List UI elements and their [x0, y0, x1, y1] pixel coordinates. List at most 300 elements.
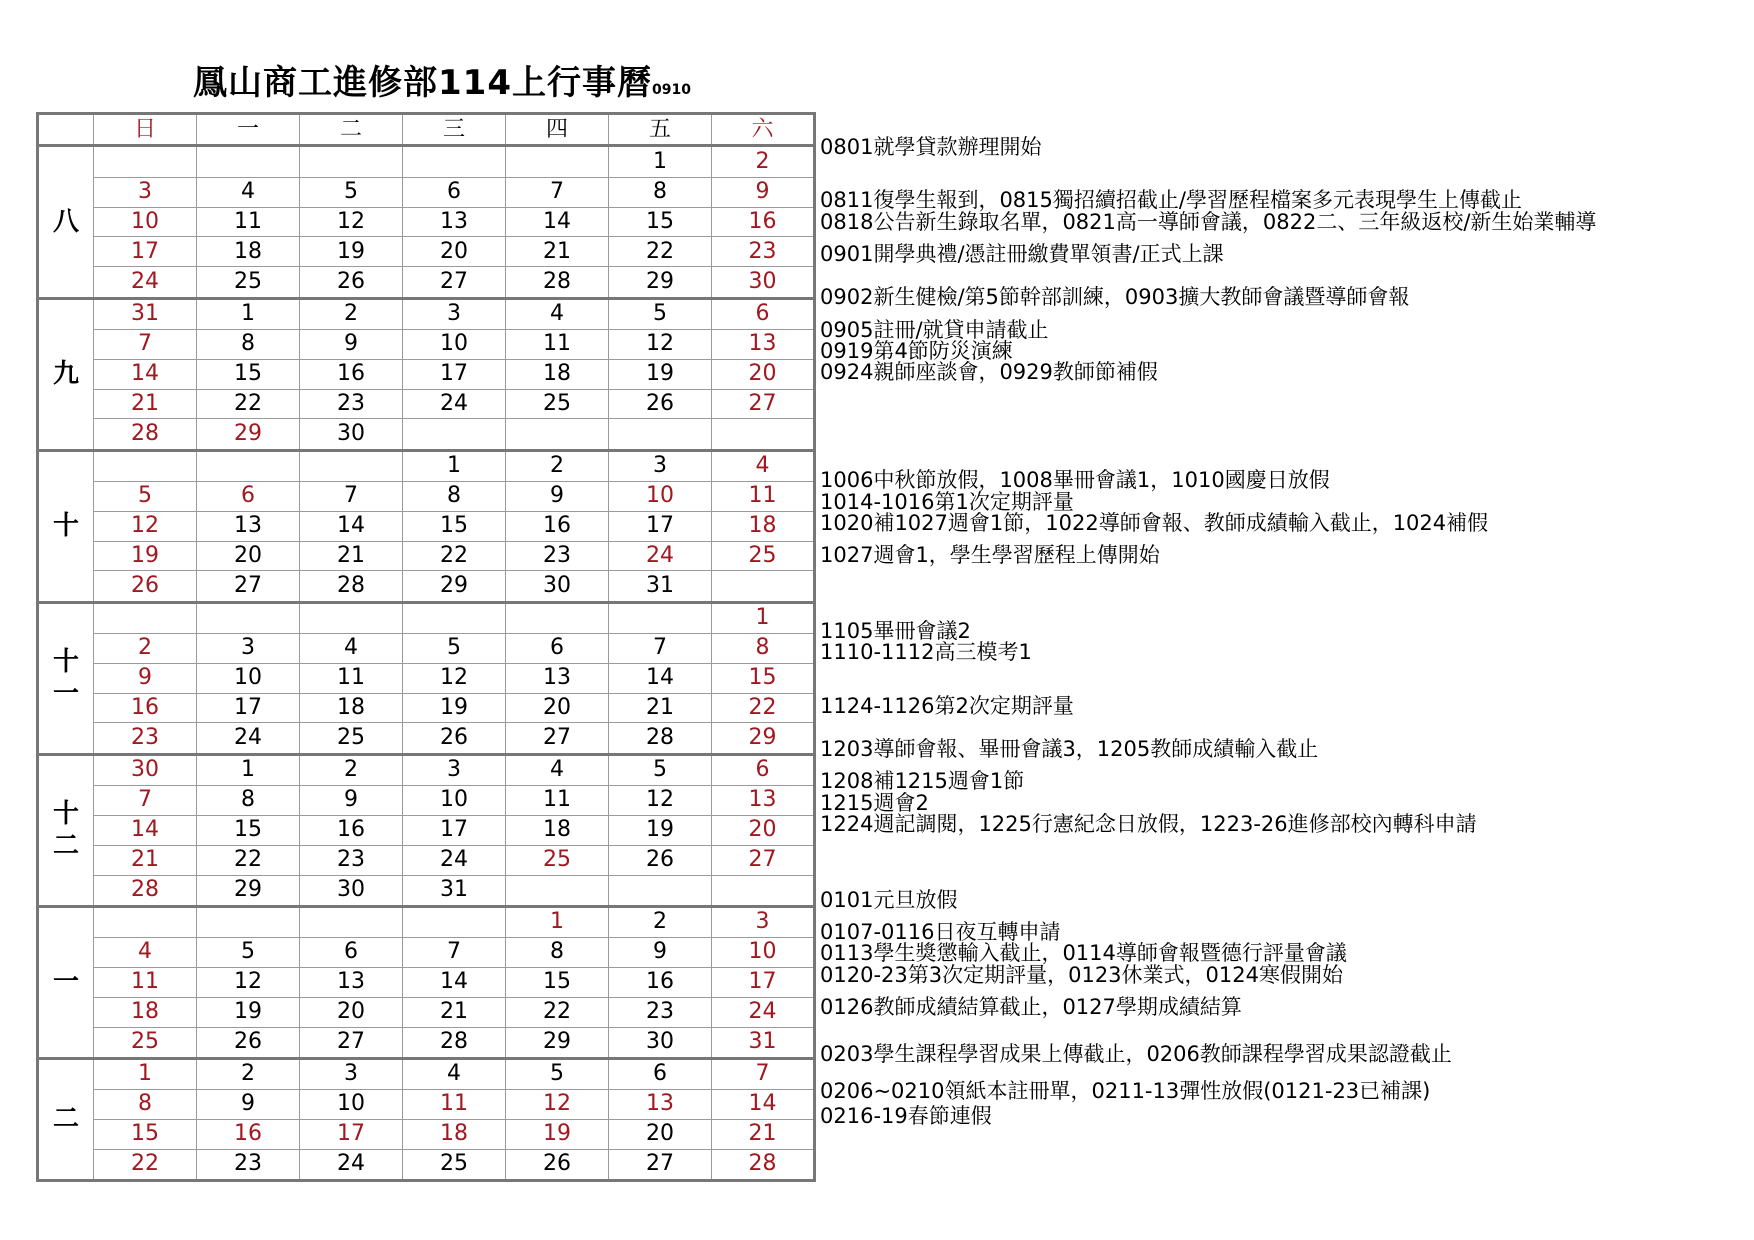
day-cell: 13: [506, 663, 609, 693]
day-cell: 20: [609, 1119, 712, 1149]
day-cell: [300, 602, 403, 633]
day-cell: [94, 146, 197, 177]
day-cell: 16: [197, 1119, 300, 1149]
day-cell: 9: [300, 785, 403, 815]
day-cell: 22: [712, 693, 815, 723]
day-cell: 24: [197, 723, 300, 754]
day-cell: 9: [300, 329, 403, 359]
day-cell: 11: [197, 207, 300, 237]
week-row: [38, 450, 815, 481]
week-row: [38, 419, 815, 450]
day-cell: 6: [609, 1058, 712, 1089]
day-cell: 12: [403, 663, 506, 693]
day-cell: 7: [94, 329, 197, 359]
month-label: [38, 450, 94, 602]
day-cell: 4: [94, 937, 197, 967]
day-cell: 26: [197, 1027, 300, 1058]
day-cell: 2: [712, 146, 815, 177]
day-cell: 5: [197, 937, 300, 967]
day-cell: 27: [712, 389, 815, 419]
day-cell: 23: [506, 541, 609, 571]
day-cell: 28: [609, 723, 712, 754]
week-row: [38, 967, 815, 997]
week-row: [38, 1119, 815, 1149]
day-cell: 31: [712, 1027, 815, 1058]
day-cell: 1: [506, 906, 609, 937]
day-cell: [609, 602, 712, 633]
weekday-header: 四: [506, 114, 609, 146]
day-cell: 2: [609, 906, 712, 937]
event-note: 1006中秋節放假，1008畢冊會議1，1010國慶日放假: [820, 468, 1330, 493]
event-note: 1105畢冊會議2: [820, 618, 971, 643]
day-cell: 15: [197, 359, 300, 389]
day-cell: 27: [609, 1149, 712, 1180]
day-cell: 21: [94, 845, 197, 875]
day-cell: 11: [506, 785, 609, 815]
day-cell: 21: [300, 541, 403, 571]
day-cell: 16: [300, 359, 403, 389]
event-note: 0818公告新生錄取名單，0821高一導師會議，0822二、三年級返校/新生始業輔導: [820, 209, 1597, 234]
day-cell: [403, 906, 506, 937]
day-cell: 18: [94, 997, 197, 1027]
day-cell: 18: [300, 693, 403, 723]
day-cell: 15: [506, 967, 609, 997]
day-cell: 27: [197, 571, 300, 602]
day-cell: 4: [506, 754, 609, 785]
day-cell: [506, 419, 609, 450]
day-cell: 18: [712, 511, 815, 541]
week-row: [38, 1058, 815, 1089]
week-row: [38, 1027, 815, 1058]
day-cell: 3: [403, 754, 506, 785]
week-row: [38, 1089, 815, 1119]
day-cell: 26: [609, 389, 712, 419]
week-row: [38, 1149, 815, 1180]
day-cell: 16: [300, 815, 403, 845]
day-cell: 12: [609, 329, 712, 359]
day-cell: [300, 146, 403, 177]
day-cell: 18: [506, 815, 609, 845]
day-cell: 16: [609, 967, 712, 997]
day-cell: 20: [506, 693, 609, 723]
day-cell: [197, 146, 300, 177]
day-cell: 26: [609, 845, 712, 875]
day-cell: 28: [403, 1027, 506, 1058]
day-cell: 29: [712, 723, 815, 754]
page-title: [193, 63, 691, 103]
day-cell: 2: [300, 298, 403, 329]
day-cell: 4: [300, 633, 403, 663]
week-row: [38, 511, 815, 541]
day-cell: 13: [712, 329, 815, 359]
title-text: 鳳山商工進修部114上行事曆: [193, 63, 652, 103]
day-cell: 11: [506, 329, 609, 359]
day-cell: 10: [609, 481, 712, 511]
day-cell: 17: [403, 815, 506, 845]
day-cell: 2: [197, 1058, 300, 1089]
day-cell: 5: [506, 1058, 609, 1089]
day-cell: 3: [197, 633, 300, 663]
day-cell: 1: [609, 146, 712, 177]
day-cell: [300, 906, 403, 937]
event-note: 1027週會1，學生學習歷程上傳開始: [820, 543, 1160, 568]
day-cell: 14: [94, 815, 197, 845]
day-cell: 9: [609, 937, 712, 967]
day-cell: 14: [609, 663, 712, 693]
day-cell: 19: [609, 359, 712, 389]
day-cell: 30: [300, 875, 403, 906]
month-label: [38, 298, 94, 450]
day-cell: 26: [300, 267, 403, 298]
day-cell: 12: [94, 511, 197, 541]
day-cell: 10: [712, 937, 815, 967]
day-cell: 22: [197, 389, 300, 419]
day-cell: 14: [506, 207, 609, 237]
day-cell: 15: [609, 207, 712, 237]
week-row: [38, 389, 815, 419]
day-cell: 28: [712, 1149, 815, 1180]
day-cell: 23: [300, 389, 403, 419]
day-cell: 11: [94, 967, 197, 997]
version-label: 0910: [651, 82, 691, 98]
day-cell: 7: [506, 177, 609, 207]
day-cell: 8: [197, 785, 300, 815]
day-cell: 17: [609, 511, 712, 541]
day-cell: 13: [712, 785, 815, 815]
day-cell: 29: [197, 419, 300, 450]
event-notes: [820, 0, 1750, 1240]
week-row: [38, 329, 815, 359]
day-cell: 7: [403, 937, 506, 967]
day-cell: 4: [403, 1058, 506, 1089]
day-cell: 19: [300, 237, 403, 267]
day-cell: [94, 602, 197, 633]
day-cell: 20: [712, 815, 815, 845]
day-cell: 5: [609, 298, 712, 329]
event-note: 1020補1027週會1節，1022導師會報、教師成績輸入截止，1024補假: [820, 511, 1489, 536]
calendar-grid: [36, 112, 816, 1182]
day-cell: 6: [197, 481, 300, 511]
day-cell: 4: [506, 298, 609, 329]
week-row: [38, 785, 815, 815]
weekday-header: 二: [300, 114, 403, 146]
day-cell: 20: [712, 359, 815, 389]
day-cell: 29: [609, 267, 712, 298]
day-cell: 12: [197, 967, 300, 997]
day-cell: 28: [94, 875, 197, 906]
day-cell: 22: [403, 541, 506, 571]
day-cell: 24: [712, 997, 815, 1027]
month-label-text: 八: [52, 206, 79, 237]
day-cell: 9: [197, 1089, 300, 1119]
month-label-text: 二: [52, 1104, 79, 1135]
day-cell: 8: [712, 633, 815, 663]
day-cell: 30: [506, 571, 609, 602]
day-cell: 17: [94, 237, 197, 267]
day-cell: 2: [506, 450, 609, 481]
day-cell: 9: [94, 663, 197, 693]
month-label-text: 十: [52, 510, 79, 541]
day-cell: 25: [403, 1149, 506, 1180]
day-cell: 23: [94, 723, 197, 754]
day-cell: [506, 146, 609, 177]
day-cell: 7: [712, 1058, 815, 1089]
week-row: [38, 207, 815, 237]
week-row: [38, 146, 815, 177]
day-cell: 18: [403, 1119, 506, 1149]
day-cell: 29: [506, 1027, 609, 1058]
day-cell: 23: [197, 1149, 300, 1180]
week-row: [38, 298, 815, 329]
day-cell: 21: [506, 237, 609, 267]
day-cell: 20: [300, 997, 403, 1027]
day-cell: 27: [506, 723, 609, 754]
week-row: [38, 177, 815, 207]
day-cell: 30: [712, 267, 815, 298]
day-cell: 19: [506, 1119, 609, 1149]
day-cell: 25: [712, 541, 815, 571]
day-cell: 10: [403, 785, 506, 815]
day-cell: 16: [506, 511, 609, 541]
week-row: [38, 754, 815, 785]
day-cell: 14: [403, 967, 506, 997]
day-cell: 10: [197, 663, 300, 693]
day-cell: 6: [403, 177, 506, 207]
day-cell: 28: [94, 419, 197, 450]
week-row: [38, 875, 815, 906]
week-row: [38, 663, 815, 693]
day-cell: [712, 875, 815, 906]
day-cell: 25: [506, 845, 609, 875]
day-cell: 10: [300, 1089, 403, 1119]
day-cell: 27: [712, 845, 815, 875]
day-cell: 5: [94, 481, 197, 511]
day-cell: 12: [609, 785, 712, 815]
month-label: [38, 754, 94, 906]
day-cell: [712, 419, 815, 450]
event-note: 0919第4節防災演練: [820, 339, 1013, 363]
week-row: [38, 997, 815, 1027]
event-note: 1110-1112高三模考1: [820, 640, 1032, 665]
event-note: 0206~0210領紙本註冊單，0211-13彈性放假(0121-23已補課): [820, 1079, 1431, 1104]
month-label-text: 九: [52, 358, 79, 389]
week-row: [38, 359, 815, 389]
day-cell: [403, 419, 506, 450]
day-cell: 3: [712, 906, 815, 937]
weekday-header: 三: [403, 114, 506, 146]
day-cell: 24: [403, 845, 506, 875]
event-note: 0905註冊/就貸申請截止: [820, 317, 1049, 342]
week-row: [38, 541, 815, 571]
day-cell: 11: [403, 1089, 506, 1119]
day-cell: 17: [197, 693, 300, 723]
day-cell: 22: [506, 997, 609, 1027]
day-cell: 14: [94, 359, 197, 389]
day-cell: [712, 571, 815, 602]
day-cell: 31: [94, 298, 197, 329]
day-cell: 30: [300, 419, 403, 450]
day-cell: 8: [609, 177, 712, 207]
weekday-header: 五: [609, 114, 712, 146]
day-cell: 18: [197, 237, 300, 267]
day-cell: 6: [300, 937, 403, 967]
week-row: [38, 237, 815, 267]
day-cell: 22: [197, 845, 300, 875]
month-label: [38, 1058, 94, 1180]
event-note: 0801就學貸款辦理開始: [820, 134, 1042, 159]
day-cell: 17: [712, 967, 815, 997]
day-cell: 13: [609, 1089, 712, 1119]
week-row: [38, 937, 815, 967]
day-cell: 9: [712, 177, 815, 207]
day-cell: [300, 450, 403, 481]
event-note: 1203導師會報、畢冊會議3，1205教師成績輸入截止: [820, 736, 1319, 761]
event-note: 0902新生健檢/第5節幹部訓練，0903擴大教師會議暨導師會報: [820, 285, 1410, 310]
day-cell: 17: [300, 1119, 403, 1149]
week-row: [38, 906, 815, 937]
day-cell: [609, 419, 712, 450]
event-note: 1208補1215週會1節: [820, 769, 1025, 794]
day-cell: 9: [506, 481, 609, 511]
month-label: [38, 602, 94, 754]
event-note: 0113學生獎懲輸入截止，0114導師會報暨德行評量會議: [820, 941, 1347, 966]
day-cell: 30: [94, 754, 197, 785]
event-note: 1014-1016第1次定期評量: [820, 489, 1074, 514]
day-cell: 3: [403, 298, 506, 329]
month-label-text: 十二: [52, 798, 79, 862]
day-cell: [94, 450, 197, 481]
day-cell: 19: [403, 693, 506, 723]
week-row: [38, 845, 815, 875]
week-row: [38, 815, 815, 845]
day-cell: 21: [609, 693, 712, 723]
day-cell: 13: [403, 207, 506, 237]
day-cell: 15: [94, 1119, 197, 1149]
day-cell: 18: [506, 359, 609, 389]
week-row: [38, 481, 815, 511]
weekday-header-row: [38, 114, 815, 146]
day-cell: 4: [197, 177, 300, 207]
day-cell: 24: [609, 541, 712, 571]
event-note: 1215週會2: [820, 790, 929, 815]
event-note: 0101元旦放假: [820, 887, 958, 912]
month-label: [38, 906, 94, 1058]
day-cell: 5: [300, 177, 403, 207]
day-cell: 2: [94, 633, 197, 663]
day-cell: 16: [94, 693, 197, 723]
day-cell: 1: [197, 298, 300, 329]
day-cell: [403, 146, 506, 177]
week-row: [38, 633, 815, 663]
day-cell: 1: [94, 1058, 197, 1089]
month-label: [38, 146, 94, 298]
day-cell: 31: [403, 875, 506, 906]
day-cell: 15: [403, 511, 506, 541]
day-cell: 22: [94, 1149, 197, 1180]
day-cell: 30: [609, 1027, 712, 1058]
day-cell: [403, 602, 506, 633]
day-cell: 29: [403, 571, 506, 602]
day-cell: 24: [300, 1149, 403, 1180]
day-cell: 8: [94, 1089, 197, 1119]
day-cell: 31: [609, 571, 712, 602]
day-cell: 11: [300, 663, 403, 693]
day-cell: 26: [94, 571, 197, 602]
week-row: [38, 602, 815, 633]
day-cell: 6: [712, 754, 815, 785]
header-corner: [38, 114, 94, 146]
month-label-text: 十一: [52, 646, 79, 710]
week-row: [38, 267, 815, 298]
day-cell: 13: [300, 967, 403, 997]
day-cell: 19: [197, 997, 300, 1027]
day-cell: [197, 450, 300, 481]
day-cell: 4: [712, 450, 815, 481]
day-cell: [197, 906, 300, 937]
day-cell: 23: [609, 997, 712, 1027]
day-cell: 14: [300, 511, 403, 541]
event-note: 1124-1126第2次定期評量: [820, 693, 1074, 718]
day-cell: 28: [300, 571, 403, 602]
day-cell: 5: [609, 754, 712, 785]
day-cell: 24: [94, 267, 197, 298]
day-cell: 7: [609, 633, 712, 663]
weekday-header: 日: [94, 114, 197, 146]
day-cell: [94, 906, 197, 937]
event-note: 0901開學典禮/憑註冊繳費單領書/正式上課: [820, 242, 1224, 267]
day-cell: 21: [712, 1119, 815, 1149]
day-cell: 7: [300, 481, 403, 511]
event-note: 0811復學生報到，0815獨招續招截止/學習歷程檔案多元表現學生上傳截止: [820, 188, 1522, 213]
event-note: 0126教師成績結算截止，0127學期成績結算: [820, 995, 1242, 1020]
day-cell: 3: [609, 450, 712, 481]
week-row: [38, 571, 815, 602]
day-cell: 19: [609, 815, 712, 845]
day-cell: 27: [403, 267, 506, 298]
day-cell: 27: [300, 1027, 403, 1058]
month-label-text: 一: [52, 966, 79, 997]
weekday-header: 六: [712, 114, 815, 146]
day-cell: 6: [712, 298, 815, 329]
day-cell: 1: [197, 754, 300, 785]
day-cell: 23: [712, 237, 815, 267]
day-cell: 1: [712, 602, 815, 633]
event-note: 0107-0116日夜互轉申請: [820, 919, 1061, 944]
day-cell: 21: [403, 997, 506, 1027]
day-cell: [506, 602, 609, 633]
day-cell: 5: [403, 633, 506, 663]
day-cell: 25: [197, 267, 300, 298]
day-cell: 8: [403, 481, 506, 511]
day-cell: 3: [94, 177, 197, 207]
event-note: 0216-19春節連假: [820, 1104, 992, 1129]
day-cell: 11: [712, 481, 815, 511]
day-cell: 19: [94, 541, 197, 571]
day-cell: 22: [609, 237, 712, 267]
day-cell: [506, 875, 609, 906]
day-cell: 13: [197, 511, 300, 541]
day-cell: 15: [197, 815, 300, 845]
week-row: [38, 723, 815, 754]
day-cell: 2: [300, 754, 403, 785]
day-cell: 1: [403, 450, 506, 481]
day-cell: 10: [94, 207, 197, 237]
day-cell: 20: [403, 237, 506, 267]
day-cell: 12: [506, 1089, 609, 1119]
day-cell: 3: [300, 1058, 403, 1089]
day-cell: 20: [197, 541, 300, 571]
day-cell: 15: [712, 663, 815, 693]
